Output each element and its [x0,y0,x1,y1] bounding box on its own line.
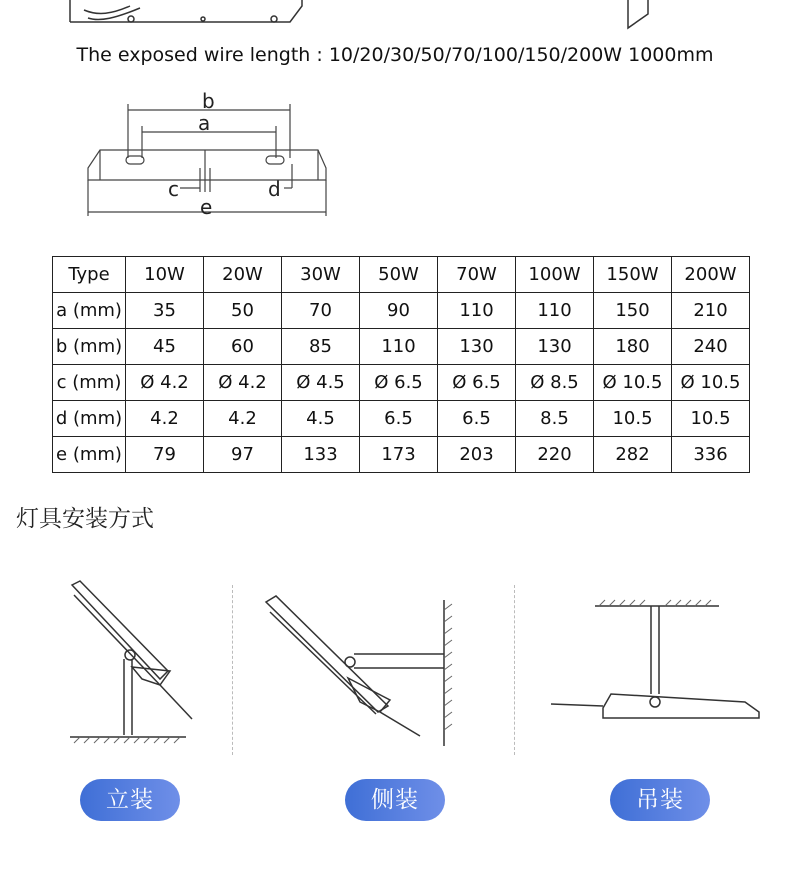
wire-length-note: The exposed wire length : 10/20/30/50/70/100/150/200W 1000mm [76,44,714,66]
table-header-cell: 20W [204,257,282,293]
pivot-icon [345,657,355,667]
table-cell: 10.5 [594,401,672,437]
table-cell: 35 [126,293,204,329]
slot-right [266,156,284,164]
table-cell: 45 [126,329,204,365]
screw-hole-center [201,17,205,21]
table-header-cell: 150W [594,257,672,293]
table-cell: 10.5 [672,401,750,437]
cable [551,704,603,706]
table-cell: 8.5 [516,401,594,437]
table-cell: Ø 10.5 [594,365,672,401]
dim-label-e: e [200,195,213,219]
table-header-cell: 100W [516,257,594,293]
hanging-mount-illustration [545,592,765,732]
table-row [53,293,750,329]
table-row [53,365,750,401]
table-cell: 210 [672,293,750,329]
lamp-panel [72,581,168,679]
table-cell: 110 [516,293,594,329]
row-label: c (mm) [53,365,126,401]
top-drawing-fragment [0,0,790,40]
side-mount-label[interactable]: 侧装 [345,779,445,821]
table-cell: 90 [360,293,438,329]
table-cell: 79 [126,437,204,473]
cable [160,685,192,719]
table-cell: 203 [438,437,516,473]
table-cell: 220 [516,437,594,473]
screw-hole-left [128,16,134,22]
slot-left [126,156,144,164]
dim-label-a: a [198,111,211,135]
table-cell: 133 [282,437,360,473]
table-cell: 173 [360,437,438,473]
table-cell: 6.5 [360,401,438,437]
table-cell: Ø 10.5 [672,365,750,401]
table-cell: 70 [282,293,360,329]
side-mount-illustration [262,590,462,750]
cable [380,712,420,736]
pivot-icon [650,697,660,707]
table-cell: 4.5 [282,401,360,437]
pivot-icon [125,650,135,660]
table-row [53,401,750,437]
table-cell: Ø 4.5 [282,365,360,401]
table-cell: 97 [204,437,282,473]
table-cell: 85 [282,329,360,365]
table-cell: 6.5 [438,401,516,437]
side-profile-fragment [628,0,648,28]
table-cell: 150 [594,293,672,329]
table-cell: 4.2 [204,401,282,437]
cable-curve [84,6,130,13]
dim-label-b: b [202,89,215,113]
table-header-row [53,257,750,293]
spec-table [52,256,750,473]
table-header-cell: 50W [360,257,438,293]
table-header-cell: 70W [438,257,516,293]
table-cell: 130 [516,329,594,365]
table-cell: Ø 4.2 [126,365,204,401]
table-cell: Ø 4.2 [204,365,282,401]
table-cell: Ø 6.5 [360,365,438,401]
table-header-cell: 10W [126,257,204,293]
table-cell: 130 [438,329,516,365]
divider [232,585,233,755]
table-cell: 180 [594,329,672,365]
row-label: d (mm) [53,401,126,437]
screw-hole-right [271,16,277,22]
divider [514,585,515,755]
hanging-mount-label[interactable]: 吊装 [610,779,710,821]
table-header-cell: 200W [672,257,750,293]
table-header-cell: Type [53,257,126,293]
table-cell: 336 [672,437,750,473]
table-cell: 110 [360,329,438,365]
row-label: a (mm) [53,293,126,329]
table-cell: 240 [672,329,750,365]
table-cell: 4.2 [126,401,204,437]
table-cell: 110 [438,293,516,329]
bracket-dimension-drawing [80,88,340,223]
upright-mount-label[interactable]: 立装 [80,779,180,821]
lamp-body [603,694,759,718]
table-cell: 282 [594,437,672,473]
row-label: e (mm) [53,437,126,473]
table-cell: 50 [204,293,282,329]
section-title: 灯具安装方式 [16,506,154,532]
table-cell: Ø 6.5 [438,365,516,401]
table-header-cell: 30W [282,257,360,293]
upright-mount-illustration [60,575,200,755]
table-row [53,329,750,365]
dim-label-c: c [168,177,179,201]
table-cell: 60 [204,329,282,365]
table-cell: Ø 8.5 [516,365,594,401]
dim-label-d: d [268,177,281,201]
table-row [53,437,750,473]
row-label: b (mm) [53,329,126,365]
